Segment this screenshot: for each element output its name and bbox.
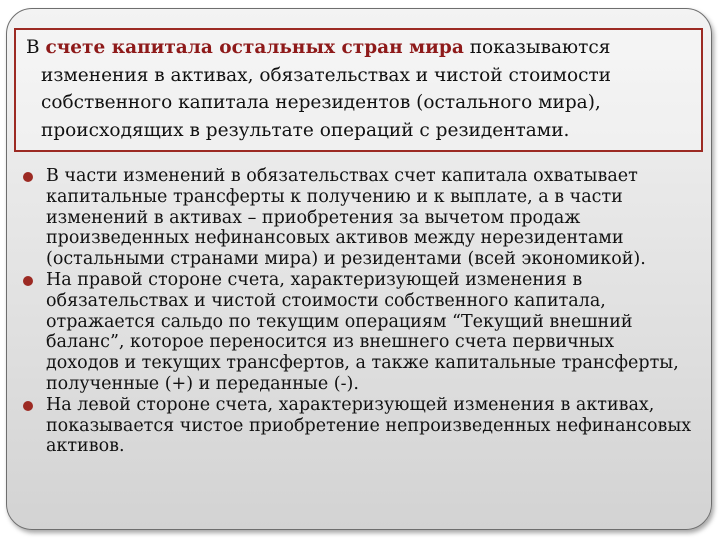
list-item bbox=[22, 166, 692, 270]
intro-rest: показываются изменения в активах, обязательствах и чистой стоимости собственного капитала нерезидентов (остального мира), происходящих в результате операций с резидентами. bbox=[41, 37, 612, 141]
bullet-text: На левой стороне счета, характеризующей изменения в активах, показывается чистое приобретение непроизведенных нефинансовых активов. bbox=[46, 394, 692, 457]
list-item bbox=[22, 270, 692, 395]
bullet-dot-icon bbox=[23, 401, 33, 411]
bullet-dot-icon bbox=[23, 276, 33, 286]
bullet-text: На правой стороне счета, характеризующей изменения в обязательствах и чистой стоимости собственного капитала, отражается сальдо по текущим операциям “Текущий внешний баланс”, которое переносится из внешнего счета первичных доходов и текущих трансфертов, а также капитальные трансферты, полученные (+) и переданные (-). bbox=[46, 269, 679, 394]
intro-emphasis: счете капитала остальных стран мира bbox=[45, 37, 464, 58]
bullet-list bbox=[22, 166, 692, 457]
bullet-dot-icon bbox=[23, 172, 33, 182]
intro-paragraph bbox=[26, 34, 695, 144]
intro-prefix: В bbox=[26, 37, 46, 58]
list-item bbox=[22, 395, 692, 457]
bullet-text: В части изменений в обязательствах счет капитала охватывает капитальные трансферты к получению и к выплате, а в части изменений в активах – приобретения за вычетом продаж произведенных нефинансовых активов между нерезидентами (остальными странами мира) и резидентами (всей экономикой). bbox=[46, 166, 646, 270]
intro-box bbox=[14, 28, 703, 152]
